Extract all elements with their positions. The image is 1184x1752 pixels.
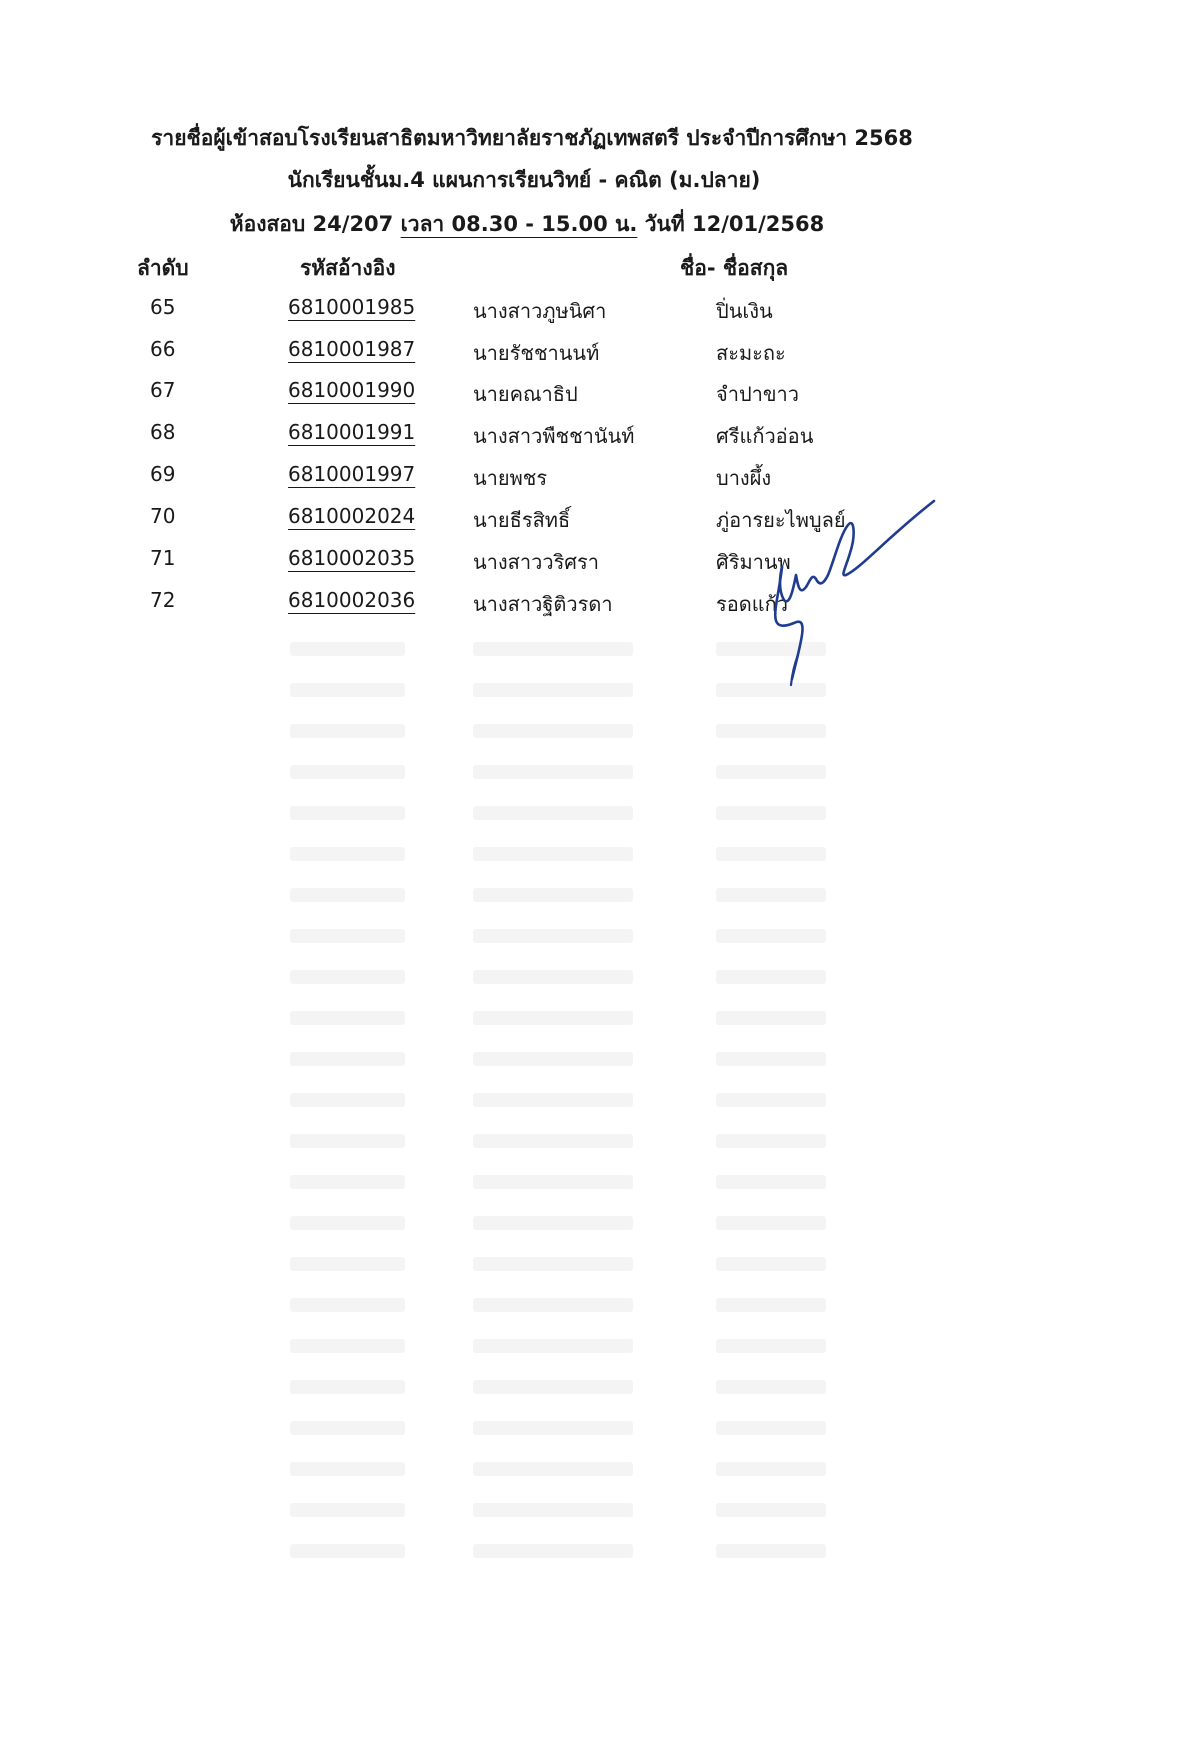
show-through-mark (473, 1257, 633, 1271)
show-through-mark (290, 765, 405, 779)
show-through-row (0, 755, 1184, 795)
show-through-mark (473, 806, 633, 820)
exam-info (230, 208, 824, 241)
show-through-mark (290, 929, 405, 943)
show-through-row (0, 878, 1184, 918)
exam-date: วันที่ 12/01/2568 (644, 212, 825, 236)
row-seq: 70 (150, 504, 176, 528)
show-through-mark (716, 1052, 826, 1066)
table-row (0, 504, 1184, 544)
row-ref: 6810001985 (288, 295, 416, 319)
row-first-name: นายรัชชานนท์ (473, 341, 600, 365)
show-through-mark (473, 1339, 633, 1353)
row-ref: 6810002024 (288, 504, 416, 528)
show-through-row (0, 1206, 1184, 1246)
show-through-mark (473, 1544, 633, 1558)
show-through-mark (473, 1298, 633, 1312)
show-through-row (0, 1042, 1184, 1082)
row-seq: 68 (150, 420, 176, 444)
show-through-mark (290, 1093, 405, 1107)
show-through-mark (473, 1175, 633, 1189)
exam-info-line (0, 208, 1184, 241)
show-through-mark (716, 806, 826, 820)
row-first-name: นายคณาธิป (473, 382, 578, 406)
show-through-mark (290, 683, 405, 697)
row-ref: 6810002036 (288, 588, 416, 612)
show-through-mark (716, 1011, 826, 1025)
show-through-row (0, 796, 1184, 836)
exam-time: เวลา 08.30 - 15.00 น. (400, 212, 638, 236)
show-through-row (0, 1165, 1184, 1205)
show-through-mark (473, 1134, 633, 1148)
row-ref: 6810001991 (288, 420, 416, 444)
show-through-row (0, 1247, 1184, 1287)
title-line-2: นักเรียนชั้นม.4 แผนการเรียนวิทย์ - คณิต (ม.ปลาย) (287, 168, 761, 192)
show-through-row (0, 1370, 1184, 1410)
show-through-row (0, 1124, 1184, 1164)
row-seq: 65 (150, 295, 176, 319)
show-through-mark (716, 1380, 826, 1394)
show-through-mark (716, 765, 826, 779)
show-through-row (0, 1411, 1184, 1451)
show-through-mark (473, 765, 633, 779)
show-through-mark (290, 1052, 405, 1066)
row-last-name: ศรีแก้วอ่อน (716, 424, 814, 448)
table-row (0, 546, 1184, 586)
show-through-mark (290, 1257, 405, 1271)
table-row (0, 588, 1184, 628)
show-through-mark (290, 1380, 405, 1394)
show-through-mark (716, 888, 826, 902)
row-last-name: ปิ่นเงิน (716, 299, 773, 323)
row-first-name: นางสาววริศรา (473, 550, 599, 574)
document-title (0, 122, 1184, 155)
show-through-mark (290, 1421, 405, 1435)
row-first-name: นางสาวฐิติวรดา (473, 592, 613, 616)
show-through-mark (290, 806, 405, 820)
show-through-mark (473, 1421, 633, 1435)
show-through-row (0, 960, 1184, 1000)
row-seq: 67 (150, 378, 176, 402)
row-first-name: นางสาวภูษนิศา (473, 299, 607, 323)
row-first-name: นางสาวพืชชานันท์ (473, 424, 635, 448)
show-through-mark (716, 1544, 826, 1558)
show-through-mark (290, 1216, 405, 1230)
handwritten-signature-icon (770, 495, 950, 695)
row-seq: 72 (150, 588, 176, 612)
table-row (0, 420, 1184, 460)
show-through-mark (716, 970, 826, 984)
show-through-mark (716, 1298, 826, 1312)
row-ref: 6810001990 (288, 378, 416, 402)
show-through-mark (716, 1134, 826, 1148)
show-through-row (0, 673, 1184, 713)
row-ref: 6810001987 (288, 337, 416, 361)
row-ref: 6810001997 (288, 462, 416, 486)
show-through-mark (473, 888, 633, 902)
show-through-mark (290, 1175, 405, 1189)
column-header-seq: ลำดับ (137, 256, 189, 280)
show-through-mark (473, 724, 633, 738)
row-last-name: รอดแก้ว (716, 592, 788, 616)
show-through-mark (716, 1093, 826, 1107)
row-last-name: บางผึ้ง (716, 466, 772, 490)
show-through-mark (473, 642, 633, 656)
show-through-mark (716, 1462, 826, 1476)
table-row (0, 295, 1184, 335)
show-through-mark (716, 847, 826, 861)
show-through-row (0, 1288, 1184, 1328)
row-last-name: จำปาขาว (716, 382, 800, 406)
show-through-mark (473, 847, 633, 861)
table-row (0, 337, 1184, 377)
show-through-mark (290, 642, 405, 656)
show-through-mark (716, 724, 826, 738)
show-through-mark (473, 929, 633, 943)
row-last-name: ศิริมานพ (716, 550, 791, 574)
row-ref: 6810002035 (288, 546, 416, 570)
show-through-mark (290, 1544, 405, 1558)
show-through-mark (290, 847, 405, 861)
show-through-row (0, 1001, 1184, 1041)
show-through-mark (473, 970, 633, 984)
show-through-mark (716, 1339, 826, 1353)
row-seq: 69 (150, 462, 176, 486)
show-through-mark (290, 724, 405, 738)
show-through-mark (473, 1503, 633, 1517)
show-through-mark (473, 1462, 633, 1476)
title-line-1: รายชื่อผู้เข้าสอบโรงเรียนสาธิตมหาวิทยาลัยราชภัฏเทพสตรี ประจำปีการศึกษา 2568 (151, 126, 913, 150)
row-last-name: สะมะถะ (716, 341, 786, 365)
show-through-mark (716, 1421, 826, 1435)
show-through-mark (716, 1503, 826, 1517)
show-through-row (0, 919, 1184, 959)
exam-room: ห้องสอบ 24/207 (229, 212, 394, 236)
show-through-row (0, 1534, 1184, 1574)
show-through-mark (716, 1175, 826, 1189)
table-row (0, 462, 1184, 502)
show-through-mark (473, 1052, 633, 1066)
show-through-mark (716, 929, 826, 943)
document-subtitle (0, 164, 1184, 197)
show-through-mark (716, 1257, 826, 1271)
show-through-mark (473, 1380, 633, 1394)
table-row (0, 378, 1184, 418)
column-header-ref: รหัสอ้างอิง (300, 256, 396, 280)
show-through-mark (290, 1462, 405, 1476)
show-through-mark (473, 1093, 633, 1107)
show-through-mark (290, 1298, 405, 1312)
show-through-row (0, 714, 1184, 754)
show-through-row (0, 1329, 1184, 1369)
show-through-row (0, 1452, 1184, 1492)
show-through-mark (473, 1011, 633, 1025)
show-through-row (0, 1493, 1184, 1533)
show-through-mark (290, 1339, 405, 1353)
row-first-name: นายธีรสิทธิ์ (473, 508, 571, 532)
row-seq: 66 (150, 337, 176, 361)
show-through-mark (716, 1216, 826, 1230)
show-through-mark (290, 1134, 405, 1148)
show-through-mark (290, 1011, 405, 1025)
show-through-row (0, 1083, 1184, 1123)
show-through-mark (473, 683, 633, 697)
row-first-name: นายพชร (473, 466, 548, 490)
show-through-row (0, 837, 1184, 877)
show-through-mark (290, 888, 405, 902)
row-seq: 71 (150, 546, 176, 570)
show-through-mark (290, 1503, 405, 1517)
column-header-name: ชื่อ- ชื่อสกุล (680, 256, 789, 280)
show-through-row (0, 632, 1184, 672)
show-through-mark (473, 1216, 633, 1230)
row-last-name: ภู่อารยะไพบูลย์ (716, 508, 846, 532)
show-through-mark (290, 970, 405, 984)
